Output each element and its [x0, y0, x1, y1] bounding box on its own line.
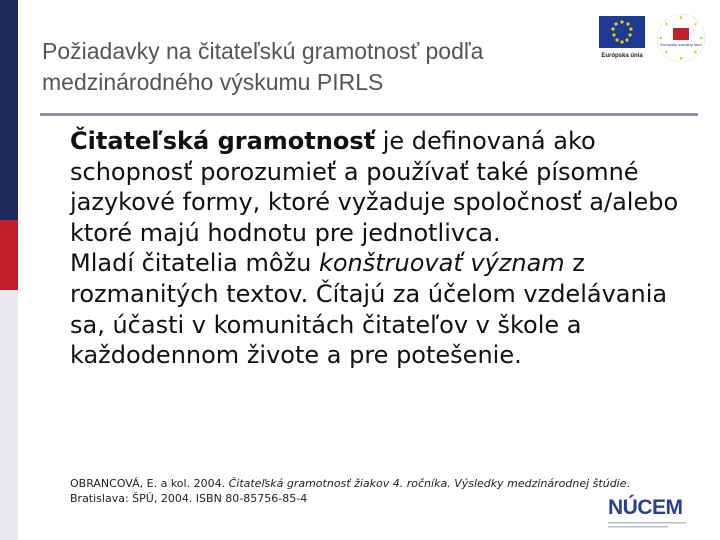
- readers-text-italic: konštruovať význam: [318, 249, 565, 278]
- sidebar-segment-red: [0, 220, 18, 290]
- social-fund-logo: [655, 12, 707, 66]
- eu-flag-logo: [597, 14, 647, 64]
- title-divider: [40, 113, 698, 116]
- citation-authors: OBRANCOVÁ, E. a kol. 2004.: [70, 477, 229, 490]
- nucem-logo: [608, 496, 688, 532]
- term-bold: Čitateľská gramotnosť: [70, 127, 376, 155]
- eu-logo-label: Európska únia: [601, 53, 643, 59]
- sidebar-segment-navy-2: [0, 150, 18, 220]
- slide-title: [42, 36, 602, 98]
- sidebar-segment-light: [0, 290, 18, 540]
- title-line-2: medzinárodného výskumu PIRLS: [42, 69, 384, 95]
- sidebar-accent: [0, 0, 18, 540]
- title-line-1: Požiadavky na čitateľskú gramotnosť podľa: [42, 38, 484, 64]
- fund-logo-label: Európsky sociálny fond: [660, 42, 702, 47]
- sidebar-segment-navy: [0, 0, 18, 150]
- definition-paragraph: [70, 126, 690, 248]
- readers-text-rest: z rozmanitých textov. Čítajú za účelom vzdelávania sa, účasti v komunitách čitateľov v škole a každodennom živote a pre potešenie.: [70, 249, 668, 370]
- nucem-subtitle-graphic: [608, 521, 686, 529]
- citation-publisher: . Bratislava: ŠPÚ, 2004. ISBN 80-85756-85-4: [70, 477, 630, 505]
- definition-text: je definovaná ako schopnosť porozumieť a používať také písomné jazykové formy, ktoré vyžaduje spoločnosť a/alebo ktoré majú hodnotu pre jednotlivca.: [70, 127, 679, 247]
- readers-text-start: Mladí čitatelia môžu: [70, 249, 319, 278]
- nucem-logo-text: NÚCEM: [608, 496, 683, 519]
- body-text: [70, 126, 690, 371]
- readers-paragraph: [70, 248, 690, 370]
- citation: [70, 476, 670, 506]
- citation-title: Čitateľská gramotnosť žiakov 4. ročníka. Výsledky medzinárodnej štúdie: [228, 477, 627, 490]
